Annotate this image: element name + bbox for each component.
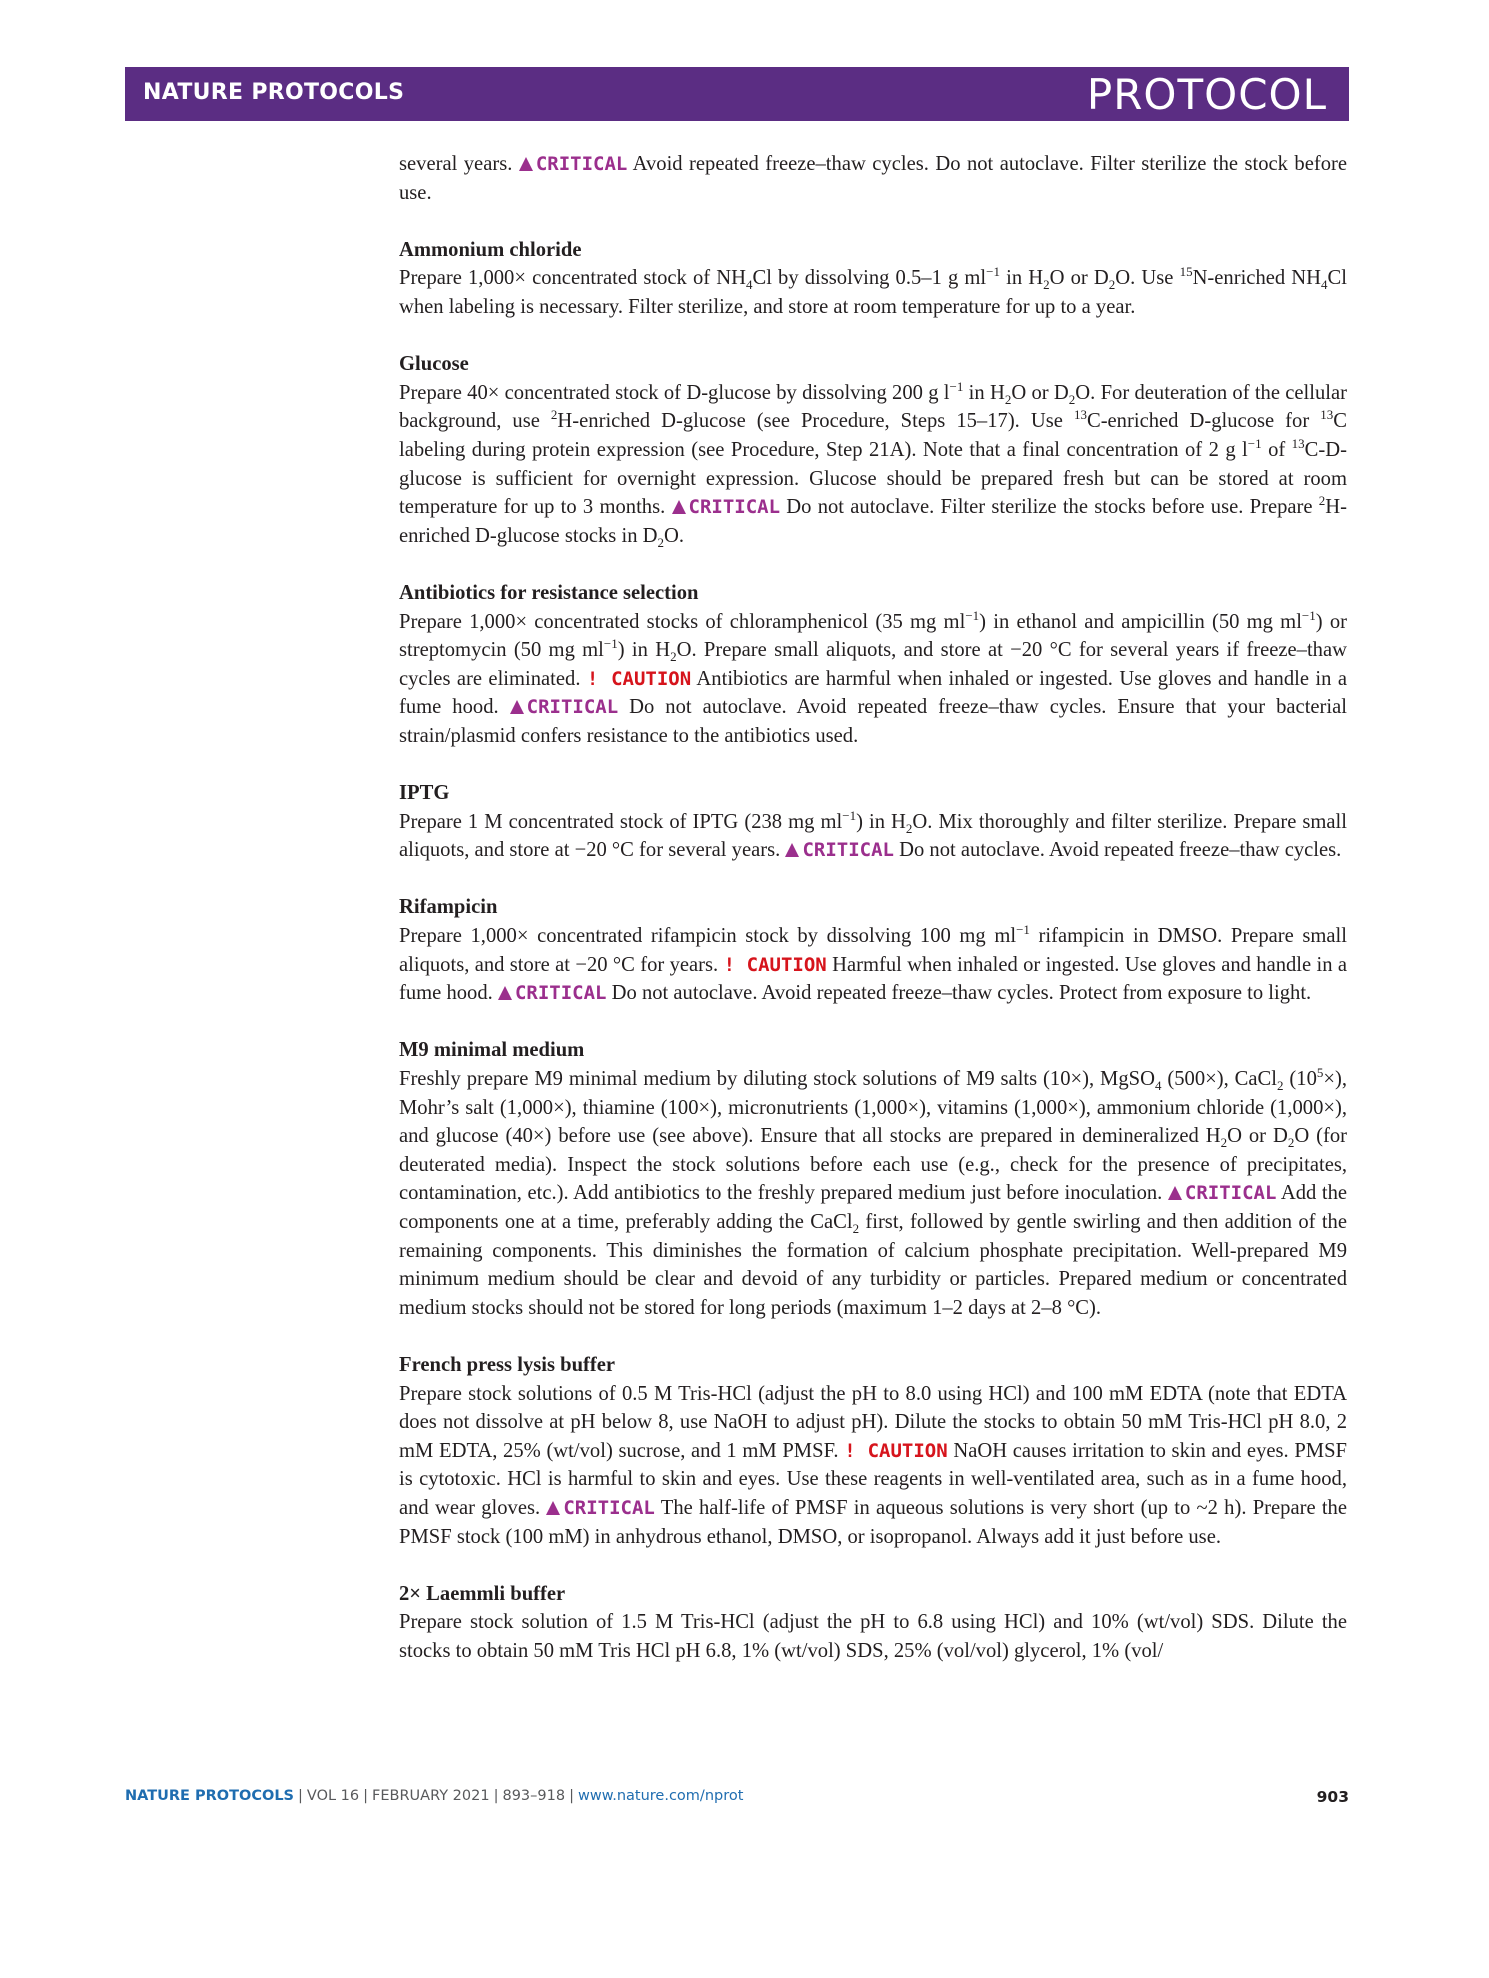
critical-label: CRITICAL [498,982,607,1004]
section-body: Prepare 1,000× concentrated stocks of chloramphenicol (35 mg $ml^{-1}$) in ethanol and ampicillin (50 mg $ml^{-1}$) or streptomycin (50 mg $ml^{-1}$) in $H_2O$. Prepare small aliquots, and store at −20 °C for several years if freeze–thaw cycles are eliminated. ! CAUTION Antibiotics are harmful when inhaled or ingested. Use gloves and handle in a fume hood. CRITICAL Do not autoclave. Avoid repeated freeze–thaw cycles. Ensure that your bacterial strain/plasmid confers resistance to the antibiotics used. [399,607,1347,747]
critical-triangle-icon [546,1501,560,1515]
caution-label: ! CAUTION [723,953,827,976]
section-body: Prepare stock solutions of 0.5 M Tris-HCl (adjust the pH to 8.0 using HCl) and 100 mM EDTA (note that EDTA does not dissolve at pH below 8, use NaOH to adjust pH). Dilute the stocks to obtain 50 mM Tris-HCl pH 8.0, 2 mM EDTA, 25% (wt/vol) sucrose, and 1 mM PMSF. ! CAUTION NaOH causes irritation to skin and eyes. PMSF is cytotoxic. HCl is harmful to skin and eyes. Use these reagents in well-ventilated area, such as in a fume hood, and wear gloves. CRITICAL The half-life of PMSF in aqueous solutions is very short (up to ~2 h). Prepare the PMSF stock (100 mM) in anhydrous ethanol, DMSO, or isopropanol. Always add it just before use. [399,1382,1347,1548]
section-title: Antibiotics for resistance selection [399,581,699,604]
header-bar [125,67,1349,121]
journal-name: NATURE PROTOCOLS [143,80,405,105]
critical-triangle-icon [1168,1186,1182,1200]
critical-triangle-icon [785,843,799,857]
caution-label: ! CAUTION [586,667,692,690]
footer-url-link[interactable]: www.nature.com/nprot [577,1788,744,1804]
critical-label: CRITICAL [672,496,781,518]
section-title: M9 minimal medium [399,1039,585,1062]
section-body: Freshly prepare M9 minimal medium by diluting stock solutions of M9 salts (10×), MgSO$_4$ (500×), CaCl$_2$ $(10^5\times)$, Mohr’s salt (1,000×), thiamine (100×), micronutrients (1,000×), vitamins (1,000×), ammonium chloride (1,000×), and glucose (40×) before use (see above). Ensure that all stocks are prepared in demineralized $H_2O$ or $D_2O$ (for deuterated media). Inspect the stock solutions before each use (e.g., check for the presence of precipitates, contamination, etc.). Add antibiotics to the freshly prepared medium just before inoculation. CRITICAL Add the components one at a time, preferably adding the CaCl$_2$ first, followed by gentle swirling and then addition of the remaining components. This diminishes the formation of calcium phosphate precipitation. Well-prepared M9 minimum medium should be clear and devoid of any turbidity or particles. Prepared medium or concentrated medium stocks should not be stored for long periods (maximum 1–2 days at 2–8 °C). [399,1065,1348,1319]
critical-triangle-icon [498,986,512,1000]
section-body: Prepare 40× concentrated stock of D-glucose by dissolving 200 g $l^{-1}$ in $H_2O$ or $D_2O$. For deuteration of the cellular background, use $^2$H-enriched D-glucose (see Procedure, Steps 15–17). Use $^{13}$C-enriched D-glucose for $^{13}$C labeling during protein expression (see Procedure, Step 21A). Note that a final concentration of 2 g $l^{-1}$ of $^{13}$C-D-glucose is sufficient for overnight expression. Glucose should be prepared fresh but can be stored at room temperature for up to 3 months. CRITICAL Do not autoclave. Filter sterilize the stocks before use. Prepare $^2$H-enriched D-glucose stocks in $D_2O$. [399,378,1348,550]
caution-label: ! CAUTION [844,1439,948,1462]
section-title: IPTG [399,782,450,805]
section-body: Prepare stock solution of 1.5 M Tris-HCl (adjust the pH to 6.8 using HCl) and 10% (wt/vol) SDS. Dilute the stocks to obtain 50 mM Tris HCl pH 6.8, 1% (wt/vol) SDS, 25% (vol/vol) glycerol, 1% (vol/ [399,1611,1347,1662]
section-title: French press lysis buffer [399,1353,616,1376]
critical-label: CRITICAL [785,839,894,861]
main-content [399,150,1347,1665]
critical-triangle-icon [519,157,533,171]
section-body: Prepare 1,000× concentrated stock of $NH_4Cl$ by dissolving 0.5–1 g $ml^{-1}$ in $H_2O$ or $D_2O$. Use $^{15}$N-enriched $NH_4Cl$ when labeling is necessary. Filter sterilize, and store at room temperature for up to a year. [399,264,1348,318]
critical-label: CRITICAL [510,696,619,718]
section-antibiotics [399,579,1347,751]
critical-label: CRITICAL [1168,1182,1277,1204]
section-glucose [399,350,1347,550]
footer-volume: VOL 16 [306,1788,360,1804]
section-body: Prepare 1,000× concentrated rifampicin stock by dissolving 100 mg $ml^{-1}$ rifampicin in DMSO. Prepare small aliquots, and store at −20 °C for years. ! CAUTION Harmful when inhaled or ingested. Use gloves and handle in a fume hood. CRITICAL Do not autoclave. Avoid repeated freeze–thaw cycles. Protect from exposure to light. [399,922,1348,1005]
section-rifampicin [399,893,1347,1007]
section-title: Ammonium chloride [399,238,582,261]
critical-triangle-icon [672,500,686,514]
page-number: 903 [1316,1788,1349,1806]
section-laemmli [399,1580,1347,1666]
section-title: Rifampicin [399,896,498,919]
section-body: Prepare 1 M concentrated stock of IPTG (238 mg $ml^{-1}$) in $H_2O$. Mix thoroughly and filter sterilize. Prepare small aliquots, and store at −20 °C for several years. CRITICAL Do not autoclave. Avoid repeated freeze–thaw cycles. [399,807,1347,862]
page-footer: NATURE PROTOCOLS | VOL 16 | FEBRUARY 2021 | 893–918 | www.nature.com/nprot 903 [125,1788,1349,1806]
section-m9-medium [399,1036,1347,1322]
critical-label: CRITICAL [519,153,628,175]
footer-journal: NATURE PROTOCOLS [125,1788,295,1804]
intro-paragraph: several years. CRITICAL Avoid repeated freeze–thaw cycles. Do not autoclave. Filter sterilize the stock before use. [399,153,1347,204]
critical-label: CRITICAL [546,1497,655,1519]
article-type: PROTOCOL [1086,70,1327,119]
section-title: Glucose [399,353,469,376]
footer-pages: 893–918 [502,1788,566,1804]
section-title: 2× Laemmli buffer [399,1582,566,1605]
section-ammonium-chloride [399,236,1347,322]
section-iptg [399,779,1347,865]
footer-date: FEBRUARY 2021 [372,1788,490,1804]
critical-triangle-icon [510,700,524,714]
section-french-press [399,1351,1347,1551]
